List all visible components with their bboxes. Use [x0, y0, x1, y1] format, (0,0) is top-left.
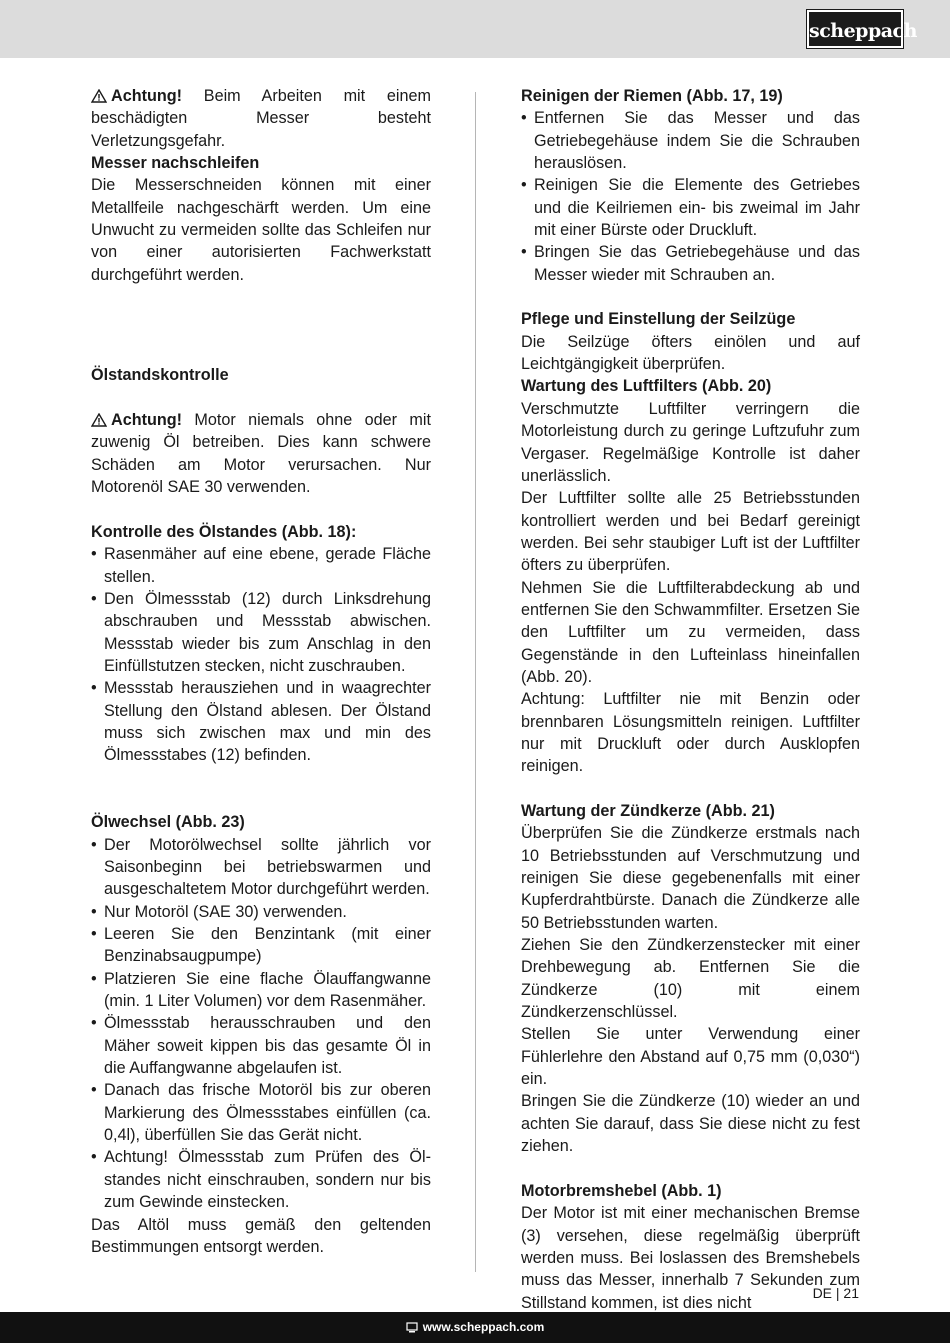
list-item: • Ölmessstab herausschrauben und den Mäher soweit kippen bis das gesamte Öl in die Auffangwanne abgelaufen ist. — [91, 1012, 431, 1079]
oil-level-heading: Kontrolle des Ölstandes (Abb. 18): — [91, 522, 357, 541]
filter-paragraph: Der Luftfilter sollte alle 25 Betriebsstunden kontrolliert werden und bei Bedarf gereinigt werden. Bei sehr staubiger Luft ist der Luftfilter öfters zu überprüfen. — [521, 489, 860, 575]
brake-heading: Motorbremshebel (Abb. 1) — [521, 1181, 722, 1200]
warning-oil — [91, 409, 431, 498]
page-number: DE | 21 — [812, 1285, 859, 1301]
list-item: • Leeren Sie den Benzintank (mit einer Benzinabsaugpumpe) — [91, 923, 431, 968]
cable-text: Die Seilzüge öfters einölen und auf Leichtgängigkeit überprüfen. — [521, 332, 860, 374]
list-item: • Rasenmäher auf eine ebene, gerade Fläche stellen. — [91, 543, 431, 588]
oil-check-heading: Ölstandskontrolle — [91, 366, 229, 385]
sharpen-text: Die Messerschneiden können mit einer Metallfeile nachgeschärft werden. Um eine Unwucht zu vermeiden sollte das Schleifen nur von einer autorisierten Fachwerkstatt durchgeführt werden. — [91, 176, 431, 284]
list-item: • Messstab herausziehen und in waagrechter Stellung den Ölstand ablesen. Der Ölstand muss sich zwischen max und min des Ölmessstabes (12) befinden. — [91, 677, 431, 766]
website-url[interactable]: www.scheppach.com — [422, 1320, 545, 1334]
spark-plug-paragraph: Überprüfen Sie die Zündkerze erstmals nach 10 Betriebsstunden auf Verschmutzung und reinigen Sie diese gegebenenfalls mit einer Kupferdrahtbürste. Danach die Zündkerze alle 50 Betriebsstunden warten. — [521, 824, 860, 932]
list-item: • Bringen Sie das Getriebegehäuse und das Messer wieder mit Schrauben an. — [521, 241, 860, 286]
right-column — [521, 85, 860, 1314]
list-item: • Entfernen Sie das Messer und das Getriebegehäuse indem Sie die Schrauben herauslösen. — [521, 107, 860, 174]
list-item: • Der Motorölwechsel sollte jährlich vor Saisonbeginn bei betriebswarmen und ausgeschaltetem Motor durchgeführt werden. — [91, 834, 431, 901]
filter-paragraph: Nehmen Sie die Luftfilterabdeckung ab und entfernen Sie den Schwammfilter. Ersetzen Sie den Luftfilter um zu vermeiden, dass Gegenstände in den Lufteinlass hineinfallen (Abb. 20). — [521, 578, 860, 686]
filter-heading: Wartung des Luftfilters (Abb. 20) — [521, 377, 772, 396]
oil-level-list — [91, 543, 431, 766]
warning-label: Achtung! — [111, 411, 183, 430]
disposal-text: Das Altöl muss gemäß den geltenden Bestimmungen entsorgt werden. — [91, 1215, 431, 1256]
warning-triangle-icon — [91, 89, 107, 103]
warning-damaged-blade — [91, 85, 431, 152]
sharpen-heading: Messer nachschleifen — [91, 154, 260, 173]
filter-paragraph: Verschmutzte Luftfilter verringern die Motorleistung durch zu geringe Luftzufuhr zum Vergaser. Regelmäßige Kontrolle ist daher unerlässlich. — [521, 399, 860, 485]
brake-text: Der Motor ist mit einer mechanischen Bremse (3) versehen, diese regelmäßig überprüft werden muss. Bei loslassen des Bremshebels muss das Messer, innerhalb 7 Sekunden zum Stillstand kommen, ist dies nicht — [521, 1204, 860, 1312]
footer-bar — [0, 1312, 950, 1343]
warning-label: Achtung! — [111, 87, 183, 105]
warning-text: Beim Arbeiten mit einem beschädigten Messer besteht Verletzungsgefahr. — [91, 87, 431, 150]
belt-heading: Reinigen der Riemen (Abb. 17, 19) — [521, 87, 783, 105]
belt-list — [521, 107, 860, 286]
list-item: • Danach das frische Motoröl bis zur oberen Markierung des Ölmessstabes einfüllen (ca. 0,4l), überfüllen Sie das Gerät nicht. — [91, 1079, 431, 1146]
list-item: • Den Ölmessstab (12) durch Linksdrehung abschrauben und Messstab abwischen. Messstab wieder bis zum Anschlag in den Einfüllstutzen stecken, nicht zuschrauben. — [91, 588, 431, 677]
spark-plug-paragraph: Stellen Sie unter Verwendung einer Fühlerlehre den Abstand auf 0,75 mm (0,030“) ein. — [521, 1025, 860, 1089]
spark-plug-paragraph: Bringen Sie die Zündkerze (10) wieder an und achten Sie darauf, dass Sie diese nicht zu fest ziehen. — [521, 1092, 860, 1156]
list-item: • Platzieren Sie eine flache Ölauffangwanne (min. 1 Liter Volumen) vor dem Rasenmäher. — [91, 968, 431, 1013]
computer-icon — [406, 1322, 418, 1333]
list-item: • Achtung! Ölmessstab zum Prüfen des Ölstandes nicht einschrauben, sondern nur bis zum Gewinde einstecken. — [91, 1146, 431, 1213]
list-item: • Reinigen Sie die Elemente des Getriebes und die Keilriemen ein- bis zweimal im Jahr mit einer Bürste oder Druckluft. — [521, 174, 860, 241]
cable-heading: Pflege und Einstellung der Seilzüge — [521, 310, 796, 329]
warning-text: Motor niemals ohne oder mit zuwenig Öl betreiben. Dies kann schwere Schäden am Motor verursachen. Nur Motorenöl SAE 30 verwenden. — [91, 411, 431, 497]
oil-change-heading: Ölwechsel (Abb. 23) — [91, 813, 245, 832]
scheppach-logo: scheppach — [807, 10, 903, 48]
list-item: • Nur Motoröl (SAE 30) verwenden. — [91, 901, 431, 923]
left-column — [91, 85, 431, 1258]
column-divider — [475, 92, 476, 1272]
warning-triangle-icon — [91, 413, 107, 427]
spark-plug-paragraph: Ziehen Sie den Zündkerzenstecker mit einer Drehbewegung ab. Entfernen Sie die Zündkerze (10) mit einem Zündkerzenschlüssel. — [521, 936, 860, 1022]
filter-paragraph: Achtung: Luftfilter nie mit Benzin oder brennbaren Lösungsmitteln reinigen. Luftfilter nur mit Druckluft oder durch Ausklopfen reinigen. — [521, 690, 860, 776]
spark-plug-heading: Wartung der Zündkerze (Abb. 21) — [521, 802, 775, 820]
oil-change-list — [91, 834, 431, 1214]
